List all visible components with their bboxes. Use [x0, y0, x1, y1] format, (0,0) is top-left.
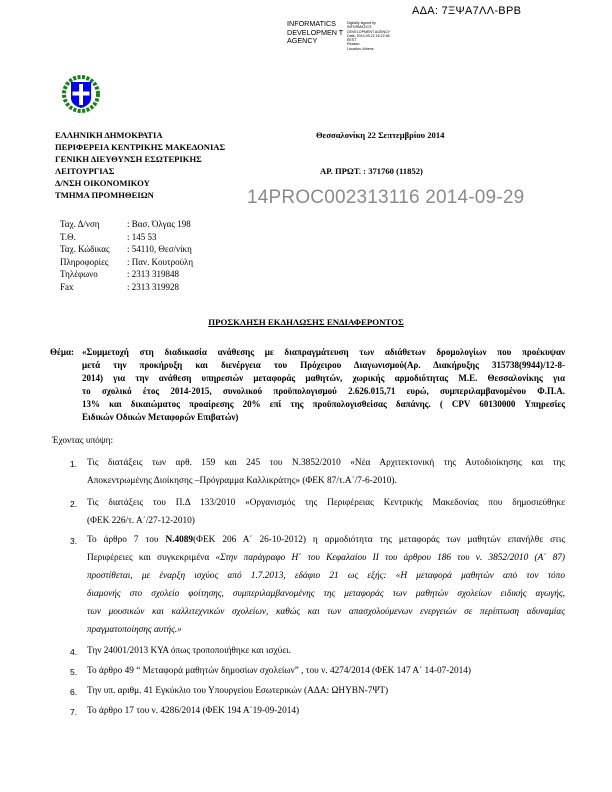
greek-emblem-icon — [60, 73, 102, 115]
item-line — [87, 571, 565, 582]
subject-line: το σχολικό έτος 2014-2015, συνολικού προϋπολογισμού 2.626.015,71 ευρώ, συμπεριλαμβανομένου Φ.Π.Α. — [82, 386, 565, 396]
item-line — [87, 516, 195, 527]
diavgeia-watermark: 14PROC002313116 2014-09-29 — [247, 187, 525, 208]
item-text-segment: (ΦΕΚ 206 Α΄ 26-10-2012) η αρμοδιότητα της μεταφοράς των μαθητών επανήλθε στις — [193, 535, 566, 545]
header-line: ΛΕΙΤΟΥΡΓΙΑΣ — [55, 166, 115, 176]
item-text-segment: Την υπ. αριθμ. 41 Εγκύκλιο του Υπουργείου Εσωτερικών (ΑΔΑ: ΩΗΥΒΝ-7ΨΤ) — [87, 686, 389, 696]
item-text-segment: Το άρθρο 7 του — [87, 535, 166, 545]
contact-value: : Παν. Κουτρούλη — [127, 256, 194, 267]
item-number: 3. — [70, 536, 78, 546]
item-text-segment: διαμονής στο σχολείο φοίτησης, συμπεριλαμβανομένης της μεταφοράς των μαθητών σχολείων ειδικής αγωγής, — [87, 589, 565, 599]
contact-value: : 145 53 — [127, 231, 157, 242]
item-text-segment: Το άρθρο 49 “ Μεταφορά μαθητών δημοσίων σχολείων” , του ν. 4274/2014 (ΦΕΚ 147 Α΄ 14-07-2014) — [87, 666, 472, 676]
item-line — [87, 458, 565, 469]
item-line — [87, 646, 291, 657]
item-line — [87, 553, 565, 564]
contact-value: : 2313 319848 — [127, 269, 180, 280]
contact-value: : Βασ. Όλγας 198 — [127, 219, 191, 229]
contact-label: Ταχ. Δ/νση — [60, 219, 100, 229]
header-line: ΓΕΝΙΚΗ ΔΙΕΥΘΥΝΣΗ ΕΣΩΤΕΡΙΚΗΣ — [55, 154, 202, 164]
signature-org-label: INFORMATICS DEVELOPMEN T AGENCY — [287, 19, 344, 45]
signature-line: Location: Athens — [347, 46, 374, 51]
contact-label: Πληροφορίες — [60, 256, 109, 267]
item-line — [87, 607, 565, 618]
document-date: Θεσσαλονίκη 22 Σεπτεμβρίου 2014 — [316, 130, 445, 140]
item-text-segment: Αποκεντρωμένης Διοίκησης –Πρόγραμμα Καλλικράτης» (ΦΕΚ 87/τ.Α΄/7-6-2010). — [87, 476, 397, 486]
header-line: ΠΕΡΙΦΕΡΕΙΑ ΚΕΝΤΡΙΚΗΣ ΜΑΚΕΔΟΝΙΑΣ — [55, 142, 226, 152]
subject-line: «Συμμετοχή στη διαδικασία ανάθεσης με διαπραγμάτευση των αδιάθετων δρομολογίων που προέκυψαν — [82, 347, 565, 357]
contact-label: Fax — [60, 282, 74, 292]
item-line — [87, 666, 471, 677]
item-text-segment: Ν.4089 — [165, 535, 194, 545]
item-number: 6. — [70, 687, 78, 697]
signature-line: Reason: — [347, 42, 361, 47]
ada-code: ΑΔΑ: 7ΞΨΑ7ΛΛ-ΒΡΒ — [412, 5, 522, 17]
contact-row — [60, 257, 193, 267]
item-line — [87, 535, 565, 546]
document-title: ΠΡΟΣΚΛΗΣΗ ΕΚΔΗΛΩΣΗΣ ΕΝΔΙΑΦΕΡΟΝΤΟΣ — [208, 317, 404, 327]
contact-row — [60, 269, 179, 279]
header-line: ΕΛΛΗΝΙΚΗ ΔΗΜΟΚΡΑΤΙΑ — [55, 130, 163, 140]
header-line: ΤΜΗΜΑ ΠΡΟΜΗΘΕΙΩΝ — [55, 190, 154, 200]
signature-line: DEVELOPMENT AGENCY — [347, 29, 391, 34]
item-line — [87, 625, 182, 636]
item-text-segment: Την 24001/2013 ΚΥΑ όπως τροποποιήθηκε και ισχύει. — [87, 646, 291, 656]
item-text-segment: Περιφέρειες και συγκεκριμένα — [87, 553, 216, 563]
signature-line: Date: 2014.09.22 16:22:46 — [347, 33, 390, 38]
subject-line: 13% και δικαιώματος προαίρεσης 20% επί της προϋπολογισθείσας δαπάνης. ( CPV 60130000 Υπηρεσίες — [82, 399, 565, 409]
item-text-segment: πραγματοποίησης αυτής.» — [87, 625, 182, 635]
item-text-segment: Τις διατάξεις του Π.Δ 133/2010 «Οργανισμός της Περιφέρειας Κεντρικής Μακεδονίας που δημοσιεύθηκε — [87, 498, 565, 508]
item-number: 4. — [70, 647, 78, 657]
item-number: 5. — [70, 667, 78, 677]
subject-line: μετά την προκήρυξη και διενέργεια του Πρόχειρου Διαγωνισμού(Αρ. Διακήρυξης 315738(9944)/12-8- — [82, 360, 565, 370]
intro-text: Έχοντας υπόψη: — [52, 436, 114, 446]
contact-row — [60, 219, 191, 229]
contact-row — [60, 244, 192, 254]
item-text-segment: (ΦΕΚ 226/τ. Α΄/27-12-2010) — [87, 516, 195, 526]
item-number: 1. — [70, 459, 78, 469]
item-text-segment: Το άρθρο 17 του ν. 4286/2014 (ΦΕΚ 194 Α΄19-09-2014) — [87, 706, 300, 716]
signature-line: INFORMATICS — [347, 25, 372, 30]
contact-label: Ταχ. Κώδικας — [60, 244, 110, 255]
contact-row — [60, 232, 157, 242]
item-line — [87, 706, 299, 717]
protocol-number: ΑΡ. ΠΡΩΤ. : 371760 (11852) — [320, 166, 423, 176]
contact-row — [60, 282, 179, 292]
subject-label: Θέμα: — [50, 347, 74, 357]
contact-label: Τηλέφωνο — [60, 269, 98, 280]
header-line: Δ/ΝΣΗ ΟΙΚΟΝΟΜΙΚΟΥ — [55, 178, 150, 188]
signature-line: EEST — [347, 38, 357, 43]
item-line — [87, 476, 397, 487]
item-text-segment: «Στην παράγραφο Η΄ του Κεφαλαίου ΙΙ του άρθρου 186 του ν. 3852/2010 (Α΄ 87) — [215, 553, 565, 563]
item-line — [87, 686, 388, 697]
subject-line: Ειδικών Οδικών Μεταφορών Επιβατών) — [82, 412, 239, 422]
item-text-segment: προστίθεται, με έναρξη ισχύος από 1.7.2013, εδάφιο 21 ως εξής: «Η μεταφορά μαθητών από τον τόπο — [87, 571, 565, 581]
contact-value: : 2313 319928 — [127, 282, 180, 292]
digital-signature-details — [347, 21, 390, 51]
subject-line: 2014) για την ανάθεση υπηρεσιών μεταφοράς μαθητών, χωρικής αρμοδιότητας Μ.Ε. Θεσσαλονίκης για — [82, 373, 565, 383]
item-line — [87, 589, 565, 600]
contact-label: Τ.Θ. — [60, 231, 76, 242]
item-number: 7. — [70, 707, 78, 717]
item-line — [87, 498, 565, 509]
item-number: 2. — [70, 499, 78, 509]
item-text-segment: των μουσικών και καλλιτεχνικών σχολείων, καθώς και των απασχολούμενων ενεργειών σε περίπτωση αδυναμίας — [87, 607, 565, 617]
signature-line: Digitally signed by — [347, 21, 376, 25]
contact-value: : 54110, Θεσ/νίκη — [127, 244, 192, 255]
item-text-segment: Τις διατάξεις των αρθ. 159 και 245 του Ν.3852/2010 «Νέα Αρχιτεκτονική της Αυτοδιοίκησης και της — [87, 458, 565, 468]
